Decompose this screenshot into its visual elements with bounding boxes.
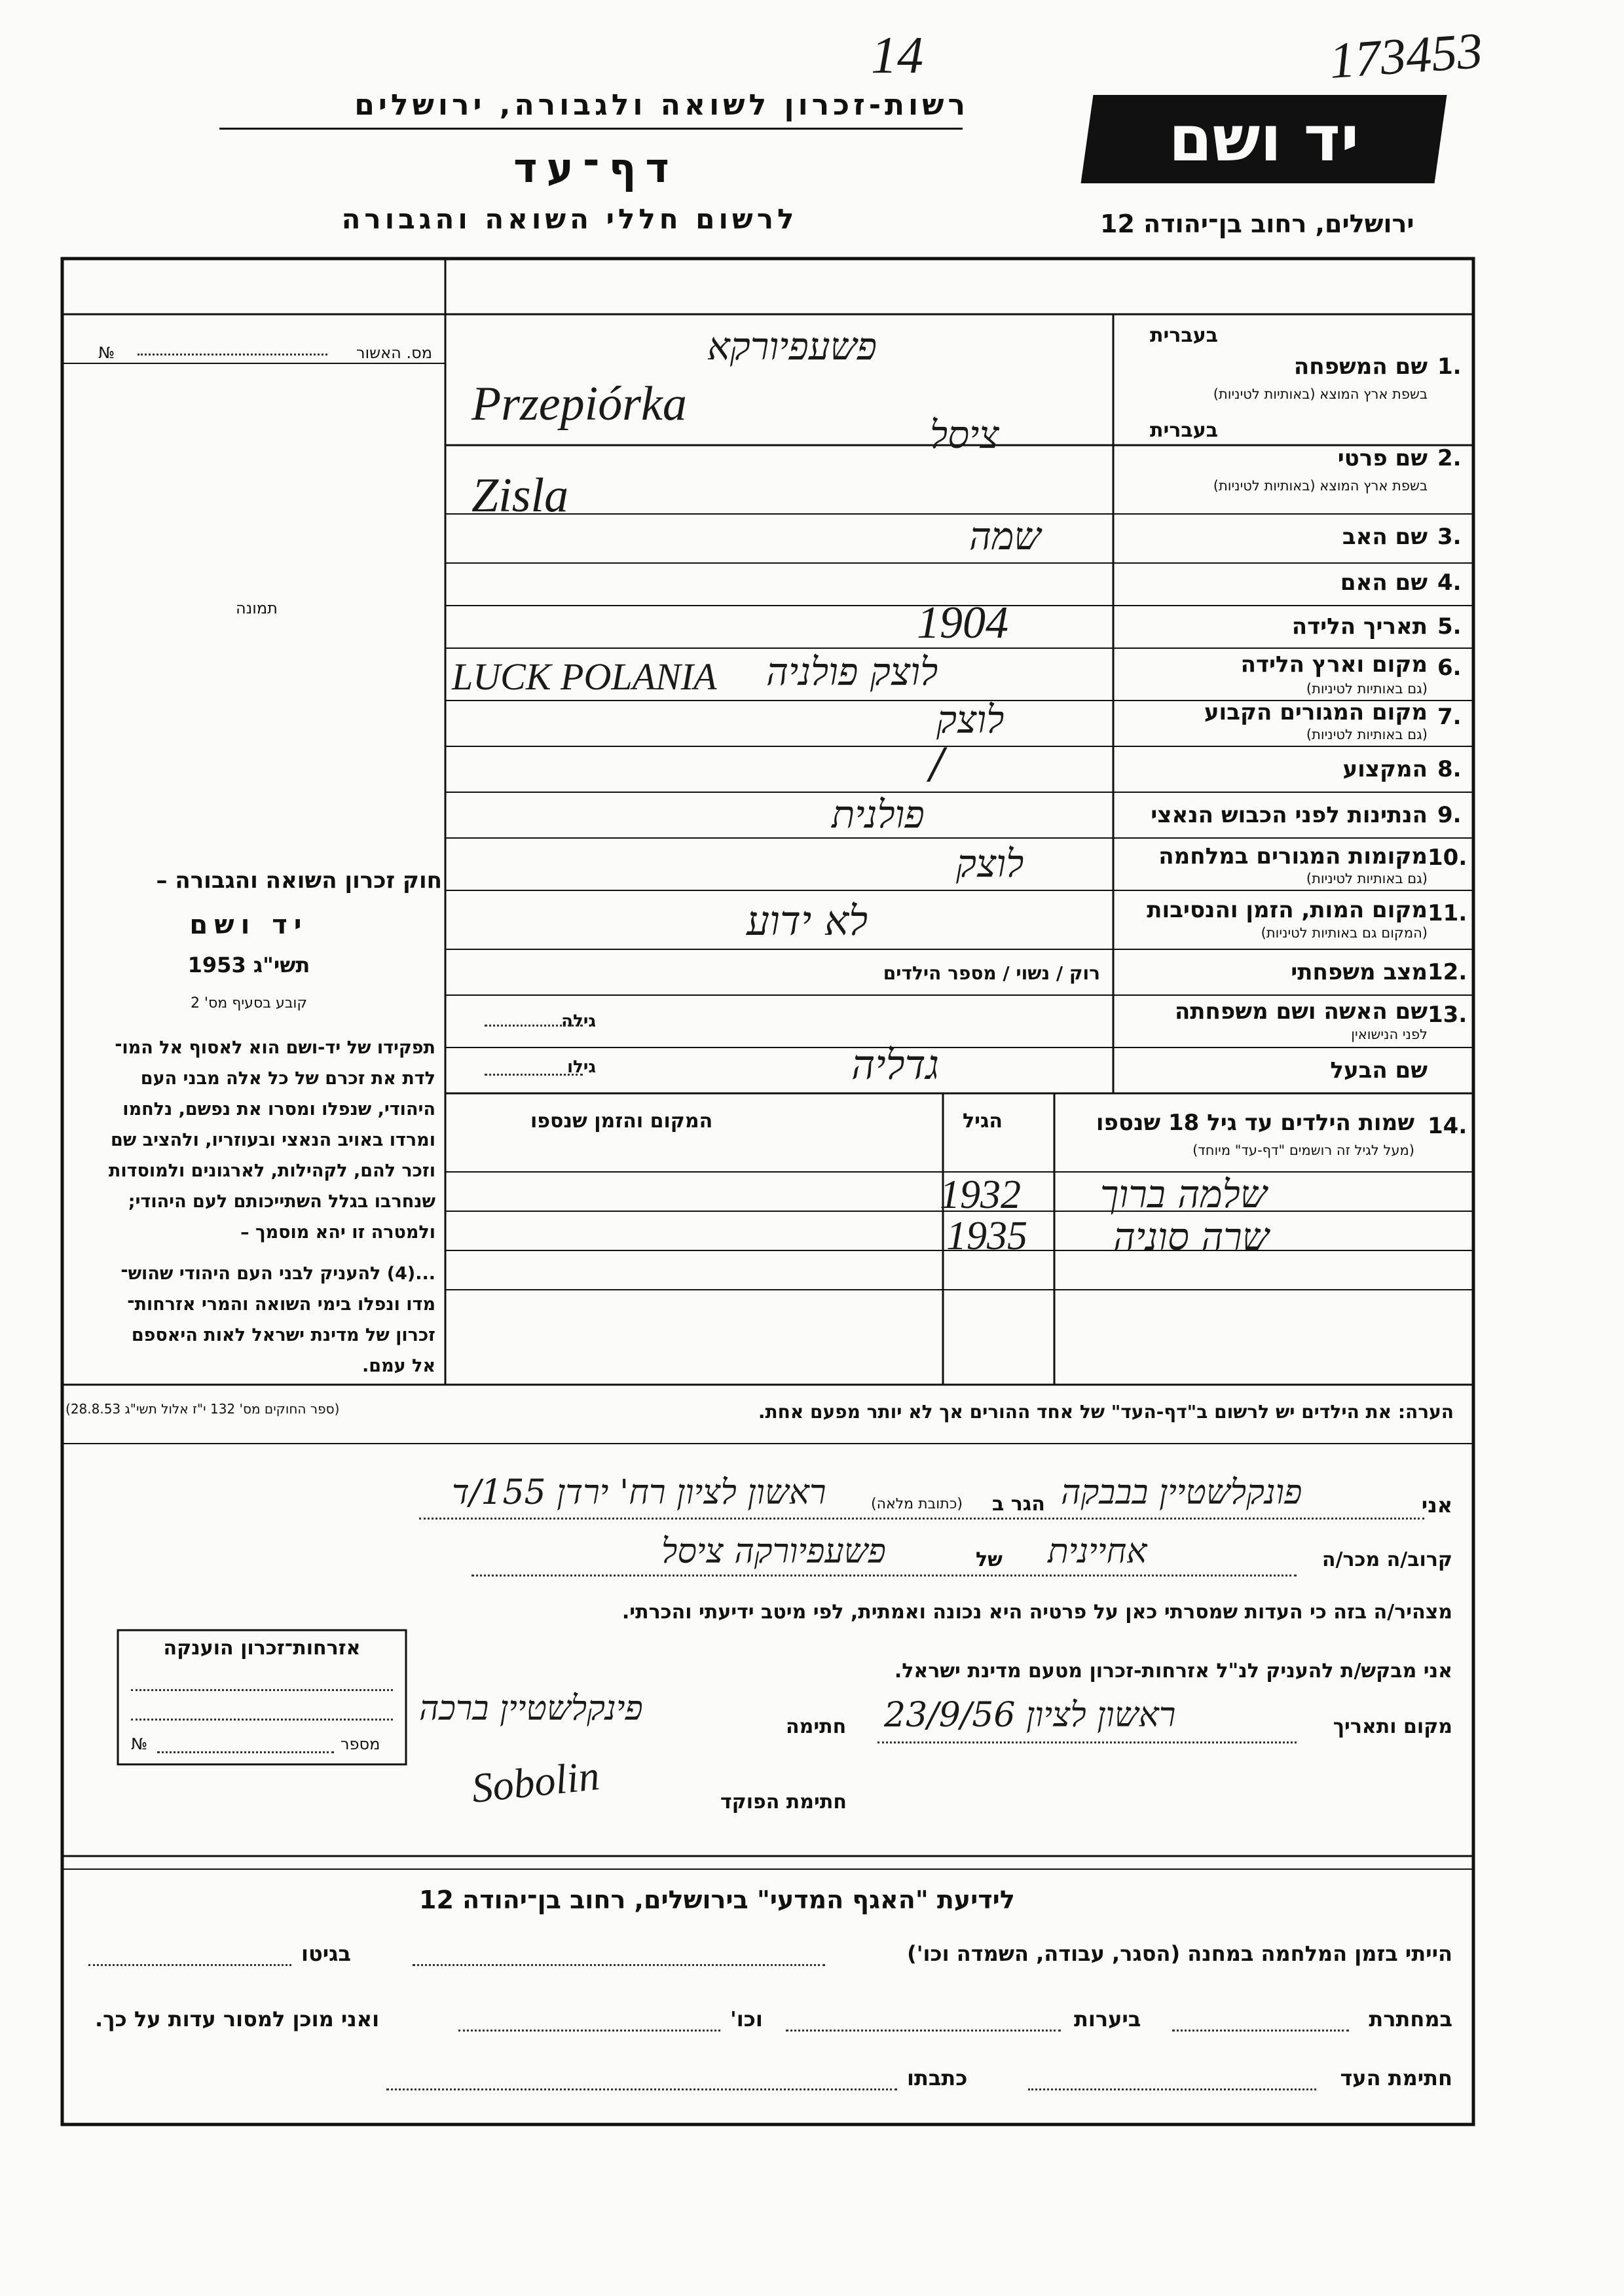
relative-label: קרוב/ה מכר/ה	[1321, 1548, 1452, 1571]
value-wartime-residence: לוצק	[956, 841, 1024, 886]
field-note: בשפת ארץ המוצא (באותיות לטיניות)	[1213, 386, 1428, 402]
field-number: 13.	[1428, 1002, 1467, 1028]
field-label-profession: המקצוע	[1342, 756, 1428, 782]
footer-underground-label: במחתרת	[1369, 2007, 1452, 2032]
value-family-name-latin: Przepiórka	[471, 377, 687, 431]
declaration-statement: מצהיר/ה בזה כי העדות שמסרתי כאן על פרטיה היא נכונה ואמתית, לפי מיטב ידיעתי והכרתי.	[621, 1601, 1452, 1624]
of-label: של	[976, 1548, 1003, 1571]
law-text-line: וזכר להם, לקהילות, לארגונים ולמוסדות	[108, 1161, 435, 1181]
value-residence: לוצק	[936, 697, 1005, 742]
value-birth-date: 1904	[917, 598, 1008, 648]
field-number: 11.	[1428, 900, 1467, 926]
footer-ghetto-label: בגיטו	[301, 1941, 351, 1966]
law-text-line: לדת את זכרם של כל אלה מבני העם	[140, 1068, 435, 1089]
law-year: תשי"ג 1953	[187, 953, 310, 977]
declarant-label: אני	[1421, 1493, 1452, 1518]
declarant-name: פונקלשטיין בבבקה	[1061, 1473, 1302, 1512]
form-title: דף־עד	[513, 144, 678, 192]
marital-status-options: רוק / נשוי / מספר הילדים	[883, 962, 1100, 984]
field-label-marital-status: מצב משפחתי	[1291, 959, 1428, 985]
law-source: (ספר החוקים מס' 132 י"ז אלול תשי"ג 28.8.53)	[65, 1401, 340, 1417]
field-label-birth-place: מקום וארץ הלידה	[1240, 651, 1428, 678]
remark: הערה: את הילדים יש לרשום ב"דף-העד" של אחד ההורים אך לא יותר מפעם אחת.	[758, 1401, 1454, 1423]
wife-age-label: גילה	[561, 1011, 596, 1031]
value-birth-place: לוצק פולניה	[766, 649, 938, 694]
footer-forests-label: ביערות	[1074, 2007, 1141, 2032]
child-birth-year: 1935	[946, 1214, 1027, 1258]
value-first-name-latin: Zisla	[471, 469, 569, 522]
field-label-death-place: מקום המות, הזמן והנסיבות	[1147, 897, 1428, 923]
place-date-value: ראשון לציון 23/9/56	[884, 1696, 1176, 1735]
citizenship-number-label: מספר	[341, 1735, 380, 1753]
field-number: 4.	[1437, 570, 1462, 596]
declarant-address: ראשון לציון רח' ירדן 155/ד	[452, 1473, 826, 1512]
field-number: 14.	[1428, 1113, 1467, 1139]
law-text-line: ולמטרה זו יהא מוסמך –	[240, 1222, 435, 1243]
child-name: שרה סוניה	[1113, 1214, 1269, 1259]
children-age-header: הגיל	[963, 1110, 1003, 1133]
field-label-family-name: שם המשפחה	[1293, 354, 1428, 380]
law-text-line: שנחרבו בגלל השתייכותם לעם היהודי;	[128, 1192, 435, 1212]
field-note: בשפת ארץ המוצא (באותיות לטיניות)	[1213, 478, 1428, 494]
field-label-birth-date: תאריך הלידה	[1291, 613, 1428, 640]
field-label-first-name: שם פרטי	[1337, 445, 1428, 471]
field-label-mother-name: שם האם	[1340, 570, 1428, 596]
footer-title: לידיעת "האגף המדעי" בירושלים, רחוב בן־יהודה 12	[419, 1886, 1015, 1914]
hebrew-tag-1: בעברית	[1150, 324, 1218, 347]
footer-witness-signature-label: חתימת העד	[1340, 2066, 1452, 2090]
officer-signature-label: חתימת הפוקד	[720, 1791, 847, 1813]
field-number: 12.	[1428, 959, 1467, 985]
photo-label: תמונה	[236, 599, 278, 617]
law-title: חוק זכרון השואה והגבורה –	[156, 867, 442, 894]
handwritten-page-number: 14	[871, 27, 923, 84]
field-number: 1.	[1437, 354, 1462, 380]
field-note: (גם באותיות לטיניות)	[1306, 681, 1428, 697]
footer-etc-label: וכו'	[730, 2007, 763, 2032]
declarant-signature: פינקלשטיין ברכה	[419, 1689, 643, 1728]
law-text-line: מדו ונפלו בימי השואה והמרי אזרחות־	[127, 1294, 435, 1315]
value-husband-name: גדליה	[851, 1041, 940, 1089]
field-note: (גם באותיות לטיניות)	[1306, 727, 1428, 742]
value-profession: /	[930, 740, 944, 788]
citizenship-request: אני מבקש/ת להעניק לנ"ל אזרחות-זכרון מטעם מדינת ישראל.	[894, 1660, 1452, 1683]
child-birth-year: 1932	[940, 1173, 1021, 1217]
citizenship-box-title: אזרחות־זכרון הוענקה	[163, 1637, 361, 1660]
field-note: (גם באותיות לטיניות)	[1306, 871, 1428, 886]
law-text-line: אל עמם.	[362, 1356, 435, 1376]
relative-value: אחיינית	[1048, 1532, 1147, 1571]
field-label-wife-name: שם האשה ושם משפחתה	[1174, 998, 1428, 1025]
law-text-line: תפקידו של יד-ושם הוא לאסוף אל המו־	[115, 1038, 435, 1058]
place-date-label: מקום ותאריך	[1333, 1715, 1452, 1738]
value-nationality: פולנית	[832, 792, 925, 837]
handwritten-record-id: 173453	[1327, 21, 1485, 90]
law-text-line: ...(4) להעניק לבני העם היהודי שהוש־	[120, 1264, 435, 1284]
law-text-line: זכרון של מדינת ישראל לאות היאספם	[131, 1325, 435, 1345]
institute-address: ירושלים, רחוב בן־יהודה 12	[1100, 210, 1414, 238]
law-name: יד ושם	[189, 910, 308, 940]
field-number: 9.	[1437, 802, 1462, 828]
field-number: 2.	[1437, 445, 1462, 471]
approval-number-sign: №	[98, 344, 115, 362]
husband-age-label: גילו	[567, 1057, 596, 1077]
value-father-name: שמה	[969, 514, 1041, 558]
children-place-header: המקום והזמן שנספו	[530, 1110, 713, 1133]
form-subtitle: לרשום חללי השואה והגבורה	[341, 203, 798, 235]
children-header: שמות הילדים עד גיל 18 שנספו	[1096, 1110, 1414, 1136]
field-label-residence: מקום המגורים הקבוע	[1204, 699, 1428, 725]
officer-signature: Sobolin	[469, 1751, 602, 1812]
footer-address-label: כתבתו	[907, 2066, 968, 2090]
field-number: 3.	[1437, 524, 1462, 550]
field-label-nationality: הנתינות לפני הכבוש הנאצי	[1151, 802, 1428, 828]
logo-text: יד ושם	[1168, 102, 1359, 175]
field-label-husband-name: שם הבעל	[1330, 1057, 1428, 1084]
field-number: 7.	[1437, 704, 1462, 730]
of-value: פשעפיורקה ציסל	[661, 1532, 886, 1571]
value-first-name-hebrew: ציסל	[930, 412, 999, 457]
citizenship-number-sign: №	[131, 1735, 147, 1753]
authority-title: רשות-זכרון לשואה ולגבורה, ירושלים	[354, 88, 969, 122]
footer-testimony-label: ואני מוכן למסור עדות על כך.	[95, 2007, 380, 2032]
field-note: לפני הנישואין	[1351, 1027, 1428, 1042]
field-number: 5.	[1437, 613, 1462, 640]
field-number: 10.	[1428, 845, 1467, 871]
child-name: שלמה ברוך	[1100, 1172, 1267, 1216]
residing-label: הגר ב	[992, 1493, 1045, 1516]
field-number: 6.	[1437, 655, 1462, 681]
value-birth-place-latin: LUCK POLANIA	[452, 655, 717, 698]
hebrew-tag-2: בעברית	[1150, 419, 1218, 442]
signature-label: חתימה	[786, 1715, 847, 1738]
footer-camp-label: הייתי בזמן המלחמה במחנה (הסגר, עבודה, השמדה וכו')	[907, 1941, 1452, 1966]
children-header-note: (מעל לגיל זה רושמים "דף-עד" מיוחד)	[1192, 1142, 1414, 1158]
field-label-father-name: שם האב	[1342, 524, 1428, 550]
value-family-name-hebrew: פשעפיורקא	[707, 324, 877, 369]
law-text-line: היהודי, שנפלו ומסרו את נפשם, נלחמו	[122, 1099, 435, 1120]
value-death-place: לא ידוע	[747, 897, 868, 945]
approval-number-label: מס. האשור	[356, 344, 432, 362]
law-text-line: ומרדו באויב הנאצי ובעוזריו, ולהציב שם	[110, 1130, 435, 1150]
field-label-wartime-residence: מקומות המגורים במלחמה	[1158, 843, 1428, 869]
field-note: (המקום גם באותיות לטיניות)	[1261, 925, 1428, 941]
law-clause: קובע בסעיף מס' 2	[190, 995, 308, 1011]
address-note: (כתובת מלאה)	[871, 1496, 963, 1512]
field-number: 8.	[1437, 756, 1462, 782]
